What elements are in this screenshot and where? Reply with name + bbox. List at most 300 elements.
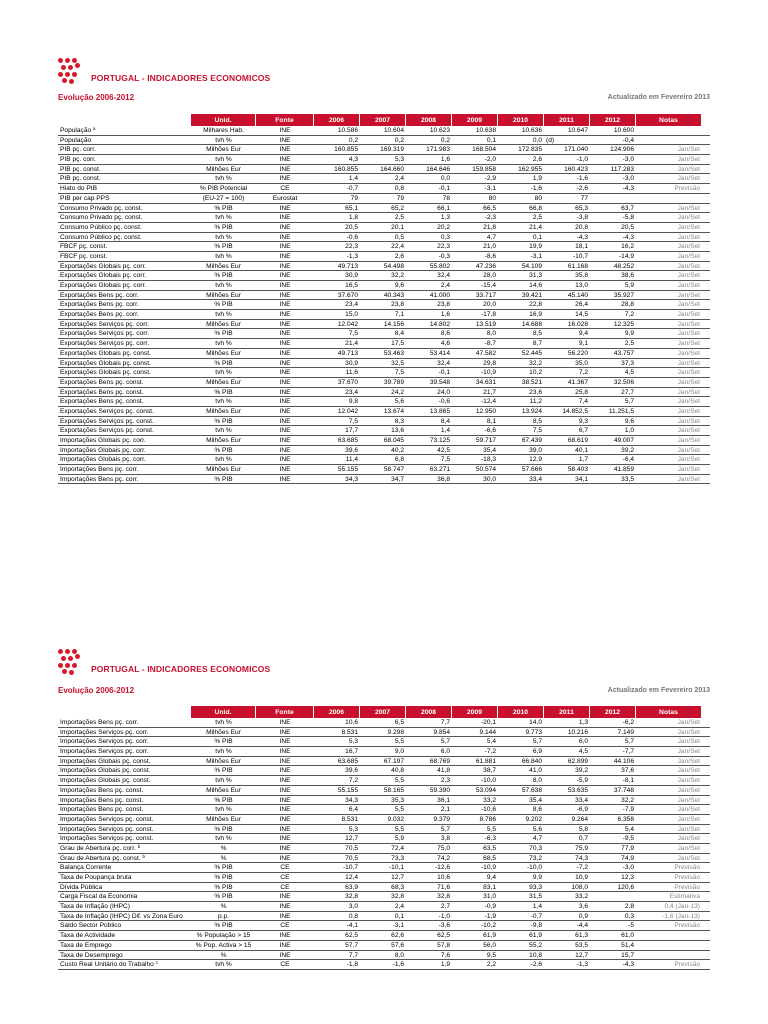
table-cell: 39.789 [383, 378, 404, 386]
table-cell: -5 [628, 922, 634, 930]
table-cell: 2,5 [532, 214, 542, 222]
row-label: População [60, 136, 92, 144]
table-cell: 159.858 [472, 165, 496, 173]
table-cell: 67.197 [383, 757, 404, 765]
row-note: Jan/Set [677, 728, 700, 736]
row-note [636, 931, 702, 940]
table-cell: 16,5 [345, 282, 358, 289]
table-cell: 164.660 [380, 165, 404, 173]
table-cell: 12,3 [621, 874, 634, 881]
indicators-table [58, 706, 710, 970]
row-note: Jan/Set [677, 369, 700, 377]
table-cell: 17,7 [345, 427, 358, 435]
row-label: Consumo Privado pç. const. [60, 204, 143, 212]
table-cell: 54.109 [521, 262, 542, 270]
table-cell: INE [279, 466, 291, 474]
table-cell: % PIB [214, 417, 233, 425]
table-cell: 30,0 [483, 475, 496, 483]
table-cell: 75,9 [575, 844, 588, 852]
table-cell: 55,2 [529, 941, 542, 949]
table-cell: 13.865 [429, 407, 450, 415]
table-cell: -3,6 [438, 922, 450, 930]
column-header: Unid. [191, 114, 256, 126]
table-row [58, 223, 710, 233]
table-cell: 9.144 [479, 728, 496, 736]
table-cell: 61,3 [575, 932, 588, 940]
table-cell: 74,2 [437, 854, 450, 862]
period-label: Evolução 2006-2012 [58, 686, 135, 695]
table-cell: 32,2 [529, 359, 542, 367]
table-cell: 4,5 [578, 748, 588, 756]
row-label: Saldo Sector Público [60, 922, 122, 930]
table-cell: 55.802 [429, 262, 450, 270]
table-cell: -10,7 [572, 252, 588, 260]
table-cell: 22,3 [345, 243, 358, 251]
table-cell: % PIB [214, 738, 233, 746]
table-cell: -10,7 [342, 864, 358, 872]
table-cell: CE [280, 883, 290, 891]
table-cell: 11.251,5 [608, 407, 634, 415]
row-label: Importações Bens pç. const. [60, 806, 144, 814]
row-label: Exportações Serviços pç. const. [60, 427, 154, 435]
table-cell: 6,8 [394, 456, 404, 464]
table-row [58, 320, 710, 330]
table-cell: 9.773 [525, 728, 542, 736]
table-cell: 20,0 [483, 301, 496, 309]
row-label: Taxa de Inflação (IHPC) [60, 903, 130, 911]
table-cell: 65,1 [345, 204, 358, 212]
table-cell: INE [279, 320, 291, 328]
table-cell: 77 [580, 194, 588, 202]
table-cell: % [220, 854, 227, 862]
row-note [636, 941, 702, 950]
table-row [58, 349, 710, 359]
row-note: Jan/Set [677, 825, 700, 833]
column-header: 2010 [498, 706, 544, 718]
row-label: Grau de Abertura pç. corr. $^b$ [60, 843, 141, 852]
row-note [636, 194, 702, 203]
table-cell: 19,9 [529, 243, 542, 251]
table-cell: 37.670 [337, 291, 358, 299]
row-note: Previsão [674, 961, 700, 969]
table-cell: 5,7 [532, 738, 542, 746]
column-header: Notas [636, 114, 702, 126]
table-cell: 61,9 [483, 932, 496, 940]
table-cell: 53,5 [575, 941, 588, 949]
table-cell: 1,8 [348, 214, 358, 222]
table-header [58, 706, 710, 718]
row-label: Exportações Bens pç. const. [60, 388, 144, 396]
table-cell: 5,5 [486, 825, 496, 833]
table-cell: 0,0 [440, 175, 450, 183]
table-cell: INE [279, 719, 291, 726]
table-cell: INE [279, 796, 291, 804]
table-cell: 4,6 [440, 340, 450, 348]
table-cell: 7.149 [617, 728, 634, 736]
table-cell: 20,1 [391, 223, 404, 231]
row-note: Jan/Set [677, 767, 700, 775]
table-row [58, 718, 710, 728]
table-cell: 5,5 [394, 825, 404, 833]
table-cell: 22,3 [437, 243, 450, 251]
table-cell: 9.264 [571, 815, 588, 823]
table-cell: 7,2 [624, 311, 634, 319]
table-cell: 124.906 [610, 146, 634, 154]
table-cell: 9,3 [578, 417, 588, 425]
table-cell: 35.927 [613, 291, 634, 299]
table-cell: 8.786 [479, 815, 496, 823]
table-cell: 35,4 [483, 446, 496, 454]
table-cell: 7,6 [440, 951, 450, 959]
table-cell: 32,8 [437, 893, 450, 901]
table-cell: INE [279, 475, 291, 483]
table-cell: 4,3 [348, 156, 358, 164]
table-cell: 7,5 [348, 330, 358, 338]
footnote-mark: b [137, 843, 141, 849]
table-cell: 2,4 [394, 903, 404, 911]
table-cell: 63.685 [337, 757, 358, 765]
table-cell: 45.140 [567, 291, 588, 299]
table-row [58, 815, 710, 825]
table-cell: % PIB [214, 864, 233, 872]
row-note: Jan/Set [677, 854, 700, 862]
table-cell: INE [279, 806, 291, 814]
table-cell: -1,3 [576, 961, 588, 969]
table-cell: 120,6 [617, 883, 634, 891]
table-cell: 75,0 [437, 844, 450, 852]
table-cell: 8,6 [532, 806, 542, 814]
row-note: Jan/Set [677, 757, 700, 765]
table-cell: 68,5 [483, 854, 496, 862]
table-cell: INE [279, 437, 291, 444]
table-cell: 34,1 [575, 475, 588, 483]
row-note: Jan/Set [677, 330, 700, 338]
row-label: Importações Serviços pç. corr. [60, 728, 149, 736]
table-cell: 1,3 [578, 719, 588, 726]
table-cell: 62,5 [345, 932, 358, 940]
row-label: Exportações Globais pç. const. [60, 369, 151, 377]
table-cell: INE [279, 243, 291, 251]
table-cell: -0,6 [438, 398, 450, 406]
table-cell: 61.168 [567, 262, 588, 270]
table-row [58, 271, 710, 281]
table-cell: Eurostat [272, 194, 298, 202]
table-cell: 12.325 [613, 320, 634, 328]
table-cell: % População > 15 [196, 932, 251, 940]
table-cell: 66.840 [521, 757, 542, 765]
table-cell: 9,0 [394, 748, 404, 756]
table-cell: INE [279, 446, 291, 454]
table-cell: INE [279, 330, 291, 338]
table-cell: 0,8 [394, 185, 404, 193]
row-label: Balança Corrente [60, 864, 112, 872]
row-note: Jan/Set [677, 282, 700, 289]
table-cell: 12.042 [337, 320, 358, 328]
table-cell: 10,9 [575, 874, 588, 881]
table-cell: 27,7 [621, 388, 634, 396]
row-label: Exportações Serviços pç. corr. [60, 340, 150, 348]
table-cell: 6,0 [578, 738, 588, 746]
column-header: 2011 [544, 114, 590, 126]
table-cell: 63,9 [345, 883, 358, 891]
table-cell: 53.635 [567, 786, 588, 794]
table-cell: 74,9 [621, 854, 634, 862]
table-cell: 68.769 [429, 757, 450, 765]
table-cell: 50.574 [475, 466, 496, 474]
row-label: Carga Fiscal da Economia [60, 893, 138, 901]
table-cell: tvh % [215, 456, 232, 464]
table-row [58, 136, 710, 146]
row-label: Taxa de Emprego [60, 941, 112, 949]
table-cell: 13.924 [521, 407, 542, 415]
table-cell: INE [279, 311, 291, 319]
row-label: Consumo Público pç. const. [60, 233, 142, 241]
table-cell: INE [279, 214, 291, 222]
table-row [58, 359, 710, 369]
table-cell: 0,1 [486, 136, 496, 144]
row-label: Consumo Privado pç. const. [60, 214, 143, 222]
table-cell: 9,1 [578, 340, 588, 348]
table-cell: 5,7 [440, 738, 450, 746]
table-cell: INE [279, 951, 291, 959]
table-cell: INE [279, 893, 291, 901]
row-note: Jan/Set [677, 262, 700, 270]
table-cell: Milhões Eur [206, 291, 241, 299]
table-cell: INE [279, 388, 291, 396]
table-cell: 38,7 [483, 767, 496, 775]
table-cell: 63,5 [483, 844, 496, 852]
page-title: PORTUGAL - INDICADORES ECONOMICOS [91, 664, 271, 674]
row-note: Jan/Set [677, 233, 700, 241]
row-label: PIB per cap PPS [60, 194, 110, 202]
table-cell: 9,8 [348, 398, 358, 406]
table-cell: 2,2 [486, 961, 496, 969]
table-cell: 37.748 [613, 786, 634, 794]
row-label: Consumo Público pç. const. [60, 223, 142, 231]
table-cell: 68.045 [383, 437, 404, 444]
table-cell: 9,5 [486, 951, 496, 959]
row-label: Exportações Bens pç. const. [60, 378, 144, 386]
table-cell: -6,3 [484, 835, 496, 843]
table-cell: 55.155 [337, 466, 358, 474]
table-cell: 108,0 [571, 883, 588, 891]
table-cell: 5,7 [624, 738, 634, 746]
table-cell: 49.713 [337, 262, 358, 270]
table-cell: 13,6 [391, 427, 404, 435]
table-row [58, 766, 710, 776]
table-cell: 33,2 [483, 796, 496, 804]
row-label: Importações Globais pç. const. [60, 767, 151, 775]
row-label: Taxa de Actividade [60, 932, 115, 940]
row-label: Grau de Abertura pç. const. $^b$ [60, 853, 145, 862]
row-note: Previsão [674, 864, 700, 872]
table-cell: CE [280, 874, 290, 881]
table-cell: 32,5 [391, 359, 404, 367]
table-cell: 44.106 [613, 757, 634, 765]
page-title: PORTUGAL - INDICADORES ECONOMICOS [91, 73, 271, 83]
row-label: Taxa de Inflação (IHPC) Dif. vs Zona Euro [60, 912, 183, 920]
table-cell: 36,8 [437, 475, 450, 483]
table-cell: tvh % [215, 835, 232, 843]
table-cell: 8,7 [532, 340, 542, 348]
table-cell: 9.379 [433, 815, 450, 823]
table-row [58, 786, 710, 796]
table-cell: Milhões Eur [206, 815, 241, 823]
table-cell: 32.506 [613, 378, 634, 386]
table-cell: tvh % [215, 136, 232, 144]
table-cell: 58.403 [567, 466, 588, 474]
table-cell: -4,3 [622, 233, 634, 241]
table-cell: 59.390 [429, 786, 450, 794]
table-cell: 7,4 [578, 398, 588, 406]
table-cell: 37,6 [621, 767, 634, 775]
table-cell: 6,4 [348, 806, 358, 814]
table-cell: 32,2 [621, 796, 634, 804]
table-cell: 65,3 [575, 204, 588, 212]
table-cell: 34,3 [345, 475, 358, 483]
table-cell: 66,8 [529, 204, 542, 212]
table-cell: tvh % [215, 427, 232, 435]
row-note: Jan/Set [677, 243, 700, 251]
table-cell: 8.531 [341, 728, 358, 736]
table-cell: 20,2 [437, 223, 450, 231]
table-cell: INE [279, 427, 291, 435]
row-note: Previsão [674, 874, 700, 881]
table-cell: 23,4 [345, 301, 358, 309]
table-cell: Milhões Eur [206, 407, 241, 415]
table-cell: INE [279, 127, 291, 134]
table-cell: 1,0 [624, 427, 634, 435]
table-row [58, 145, 710, 155]
table-cell: 35,3 [391, 796, 404, 804]
table-cell: 1,6 [440, 156, 450, 164]
table-cell: 1,9 [440, 961, 450, 969]
table-cell: % PIB [214, 825, 233, 833]
table-cell: 9.202 [525, 815, 542, 823]
table-cell: 2,6 [532, 156, 542, 164]
table-cell: INE [279, 262, 291, 270]
table-row [58, 436, 710, 446]
table-cell: 3,0 [348, 903, 358, 911]
table-cell: 7,1 [394, 311, 404, 319]
table-cell: 14,0 [529, 719, 542, 726]
table-cell: 8,5 [532, 330, 542, 338]
table-cell: Milhões Eur [206, 437, 241, 444]
table-cell: 2,8 [624, 903, 634, 911]
logo-icon [58, 58, 84, 84]
table-cell: -3,1 [484, 185, 496, 193]
table-cell: 171.983 [426, 146, 450, 154]
table-cell: 7,5 [348, 417, 358, 425]
row-note: Jan/Set [677, 806, 700, 814]
table-cell: -2,6 [530, 961, 542, 969]
table-cell: 14.688 [521, 320, 542, 328]
table-cell: 48.252 [613, 262, 634, 270]
row-note: Jan/Set [677, 156, 700, 164]
table-cell: -4,4 [576, 922, 588, 930]
table-cell: 5,9 [394, 835, 404, 843]
table-cell: INE [279, 757, 291, 765]
row-label: Custo Real Unitário do Trabalho $^c$ [60, 960, 158, 969]
table-cell: 2,4 [394, 175, 404, 183]
table-cell: 68.619 [567, 437, 588, 444]
table-cell: % PIB [214, 330, 233, 338]
row-note: Previsão [674, 185, 700, 193]
table-cell: -1,6 [530, 185, 542, 193]
row-note: Estimativa [669, 893, 700, 901]
table-cell: 5,5 [394, 777, 404, 785]
table-cell: 7,7 [348, 951, 358, 959]
row-note: Jan/Set [677, 146, 700, 154]
table-cell: -7,2 [576, 864, 588, 872]
column-header: 2006 [314, 114, 360, 126]
table-cell: 10.586 [337, 127, 358, 134]
table-cell: tvh % [215, 777, 232, 785]
table-cell: 160.855 [334, 146, 358, 154]
table-cell: 32,2 [391, 272, 404, 280]
table-cell: -8,7 [484, 340, 496, 348]
table-cell: -4,3 [576, 233, 588, 241]
table-cell: 16.028 [567, 320, 588, 328]
table-cell: -2,6 [576, 185, 588, 193]
table-cell: 54.498 [383, 262, 404, 270]
table-cell: -0,9 [484, 903, 496, 911]
table-cell: INE [279, 223, 291, 231]
table-cell: 16,9 [529, 311, 542, 319]
table-cell: 9,4 [578, 330, 588, 338]
header-blank [58, 114, 191, 126]
table-cell: 2,1 [440, 806, 450, 814]
table-cell: 7,5 [532, 427, 542, 435]
table-cell: -12,4 [480, 398, 496, 406]
row-note: Jan/Set [677, 223, 700, 231]
table-cell: INE [279, 136, 291, 144]
table-cell: 2,4 [440, 282, 450, 289]
table-cell: % PIB [214, 272, 233, 280]
table-cell: 2,3 [440, 777, 450, 785]
row-label: Importações Globais pç. corr. [60, 446, 146, 454]
table-cell: -1,8 [346, 961, 358, 969]
updated-label: Actualizado em Fevereiro 2013 [607, 94, 710, 101]
table-cell: tvh % [215, 156, 232, 164]
table-cell: 40,8 [391, 767, 404, 775]
table-cell: 70,5 [345, 854, 358, 862]
row-label: PIB pç. const. [60, 175, 101, 183]
table-row [58, 388, 710, 398]
row-label: Importações Globais pç. const. [60, 757, 151, 765]
table-row [58, 417, 710, 427]
table-cell: -1,0 [576, 156, 588, 164]
column-header: 2011 [544, 706, 590, 718]
table-header [58, 114, 710, 126]
table-row [58, 854, 710, 864]
table-cell: 0,2 [394, 136, 404, 144]
footnote-mark: b [142, 853, 145, 859]
table-cell: 57,8 [437, 941, 450, 949]
table-cell: 65,2 [391, 204, 404, 212]
table-cell: % PIB [214, 922, 233, 930]
table-cell: 24,0 [437, 388, 450, 396]
table-row [58, 126, 710, 136]
table-cell: 10.216 [567, 728, 588, 736]
table-cell: tvh % [215, 369, 232, 377]
table-cell: 74,3 [575, 854, 588, 862]
table-row [58, 776, 710, 786]
updated-label: Actualizado em Fevereiro 2013 [607, 687, 710, 694]
table-cell: 14,5 [575, 311, 588, 319]
table-cell: 70,5 [345, 844, 358, 852]
table-cell: 10.636 [521, 127, 542, 134]
